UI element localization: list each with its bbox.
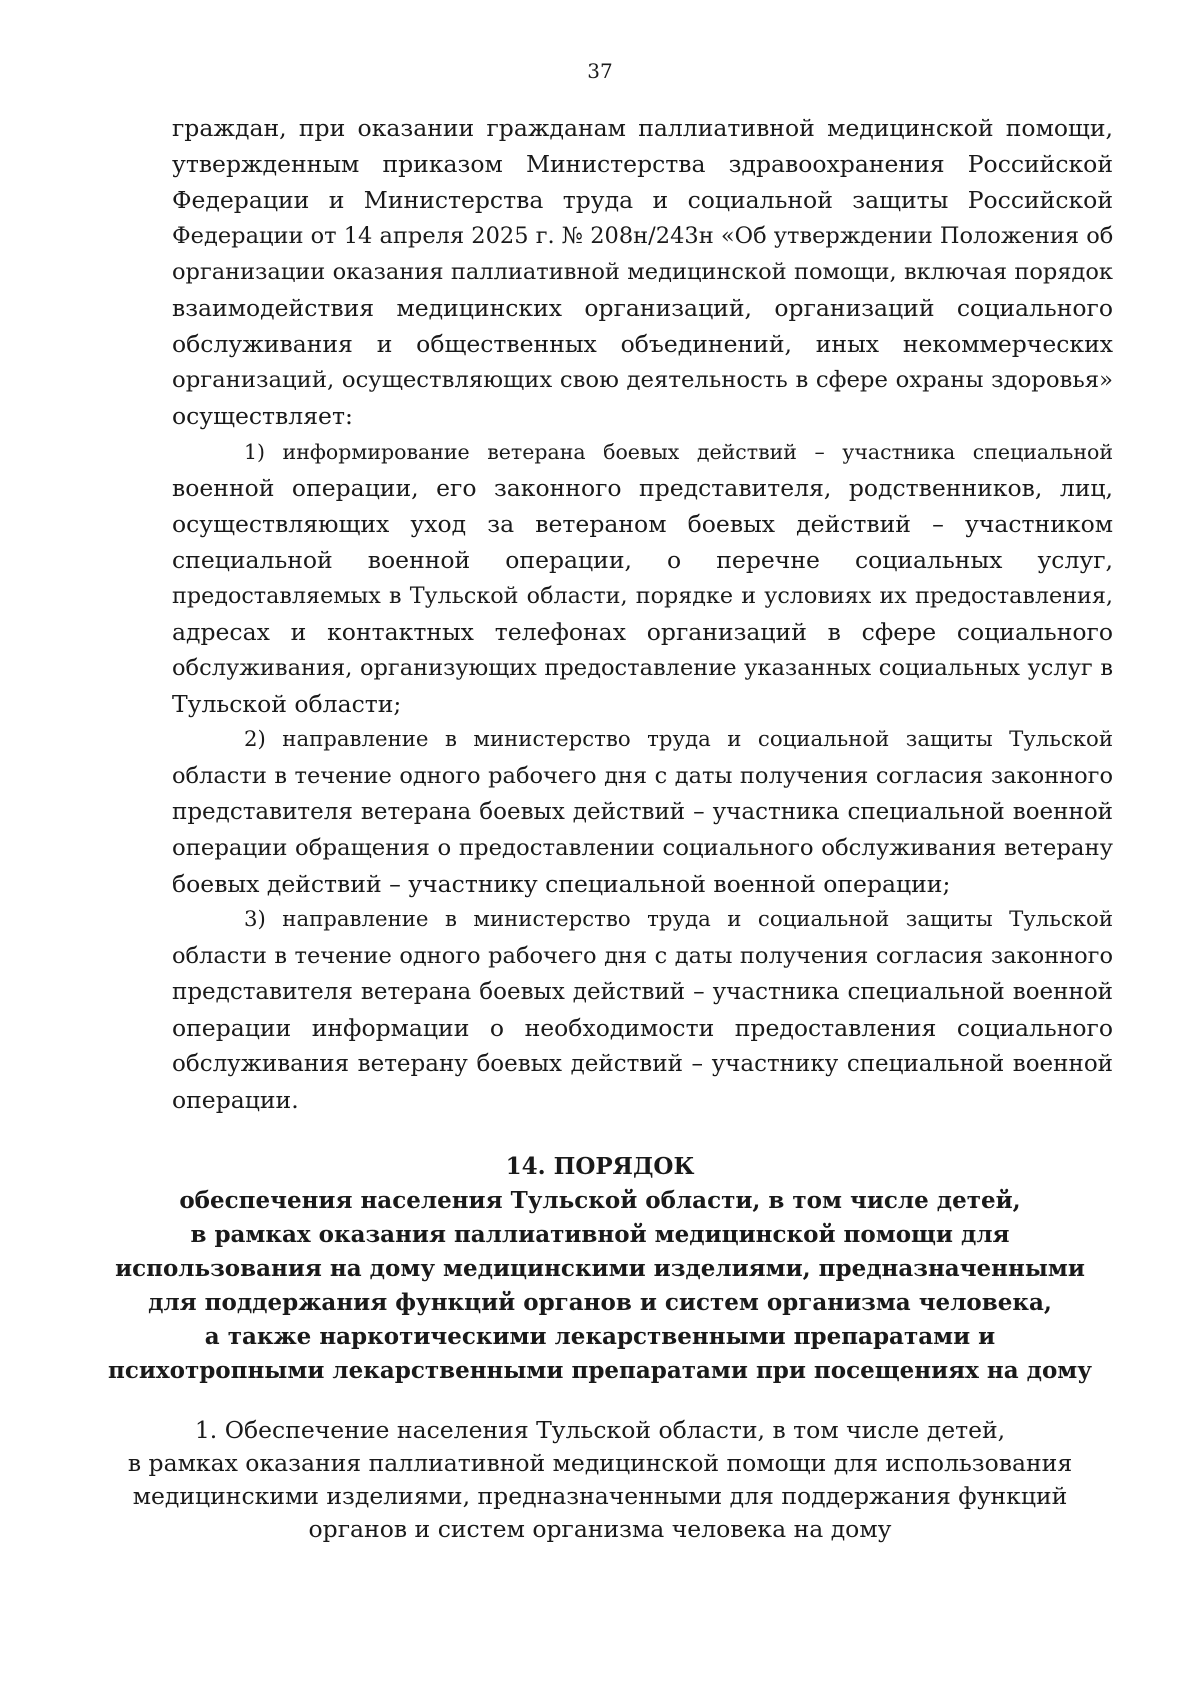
body-line: Федерации и Министерства труда и социальной защиты Российской <box>172 186 1113 214</box>
body-line: операции обращения о предоставлении социального обслуживания ветерану <box>172 835 1113 861</box>
subsection-line: в рамках оказания паллиативной медицинской помощи для использования <box>127 1449 1073 1477</box>
section-subtitle-line: психотропными лекарственными препаратами при посещениях на дому <box>108 1357 1092 1384</box>
page-number: 37 <box>587 59 613 83</box>
body-line: осуществляет: <box>172 402 353 430</box>
body-line: операции информации о необходимости предоставления социального <box>172 1014 1113 1042</box>
subsection-heading <box>0 1414 1200 1546</box>
body-line: взаимодействия медицинских организаций, организаций социального <box>172 294 1113 322</box>
body-line: представителя ветерана боевых действий – участника специальной военной <box>172 799 1113 825</box>
section-subtitle-line: для поддержания функций органов и систем организма человека, <box>148 1289 1052 1316</box>
body-line: представителя ветерана боевых действий – участника специальной военной <box>172 979 1113 1005</box>
section-subtitle-line: в рамках оказания паллиативной медицинской помощи для <box>190 1221 1010 1248</box>
subsection-line: 1. Обеспечение населения Тульской области, в том числе детей, <box>194 1416 1006 1444</box>
body-line: организации оказания паллиативной медицинской помощи, включая порядок <box>172 259 1113 285</box>
body-line: обслуживания ветерану боевых действий – участнику специальной военной <box>172 1051 1113 1077</box>
section-title: 14. ПОРЯДОК <box>505 1153 695 1180</box>
body-line: обслуживания, организующих предоставление указанных социальных услуг в <box>172 655 1113 681</box>
body-line: Федерации от 14 апреля 2025 г. № 208н/243н «Об утверждении Положения об <box>172 223 1114 249</box>
body-line: Тульской области; <box>172 690 402 718</box>
body-line: операции. <box>172 1086 299 1114</box>
body-line: обслуживания и общественных объединений, иных некоммерческих <box>172 330 1113 358</box>
section-subtitle-line: использования на дому медицинскими изделиями, предназначенными <box>115 1255 1085 1282</box>
body-line: специальной военной операции, о перечне социальных услуг, <box>172 546 1113 574</box>
body-line: области в течение одного рабочего дня с даты получения согласия законного <box>172 763 1113 789</box>
section-subtitle-line: а также наркотическими лекарственными препаратами и <box>204 1323 996 1350</box>
list-item-3-first-line: 3) направление в министерство труда и социальной защиты Тульской <box>244 907 1113 932</box>
body-line: утвержденным приказом Министерства здравоохранения Российской <box>172 150 1113 178</box>
section-heading <box>0 1150 1200 1388</box>
document-body <box>172 110 1113 1118</box>
body-line: области в течение одного рабочего дня с даты получения согласия законного <box>172 943 1113 969</box>
list-item-2-first-line: 2) направление в министерство труда и социальной защиты Тульской <box>244 727 1113 752</box>
body-line: организаций, осуществляющих свою деятельность в сфере охраны здоровья» <box>172 367 1113 393</box>
subsection-line: органов и систем организма человека на дому <box>308 1515 892 1543</box>
body-line: предоставляемых в Тульской области, порядке и условиях их предоставления, <box>172 583 1113 609</box>
body-line: граждан, при оказании гражданам паллиативной медицинской помощи, <box>172 114 1113 142</box>
body-line: военной операции, его законного представителя, родственников, лиц, <box>172 474 1113 502</box>
list-item-1-first-line: 1) информирование ветерана боевых действий – участника специальной <box>244 440 1113 464</box>
body-line: адресах и контактных телефонах организаций в сфере социального <box>172 618 1113 646</box>
section-subtitle-line: обеспечения населения Тульской области, в том числе детей, <box>179 1187 1021 1214</box>
body-line: осуществляющих уход за ветераном боевых действий – участником <box>172 510 1113 538</box>
body-line: боевых действий – участнику специальной военной операции; <box>172 870 951 898</box>
subsection-line: медицинскими изделиями, предназначенными для поддержания функций <box>132 1482 1068 1510</box>
